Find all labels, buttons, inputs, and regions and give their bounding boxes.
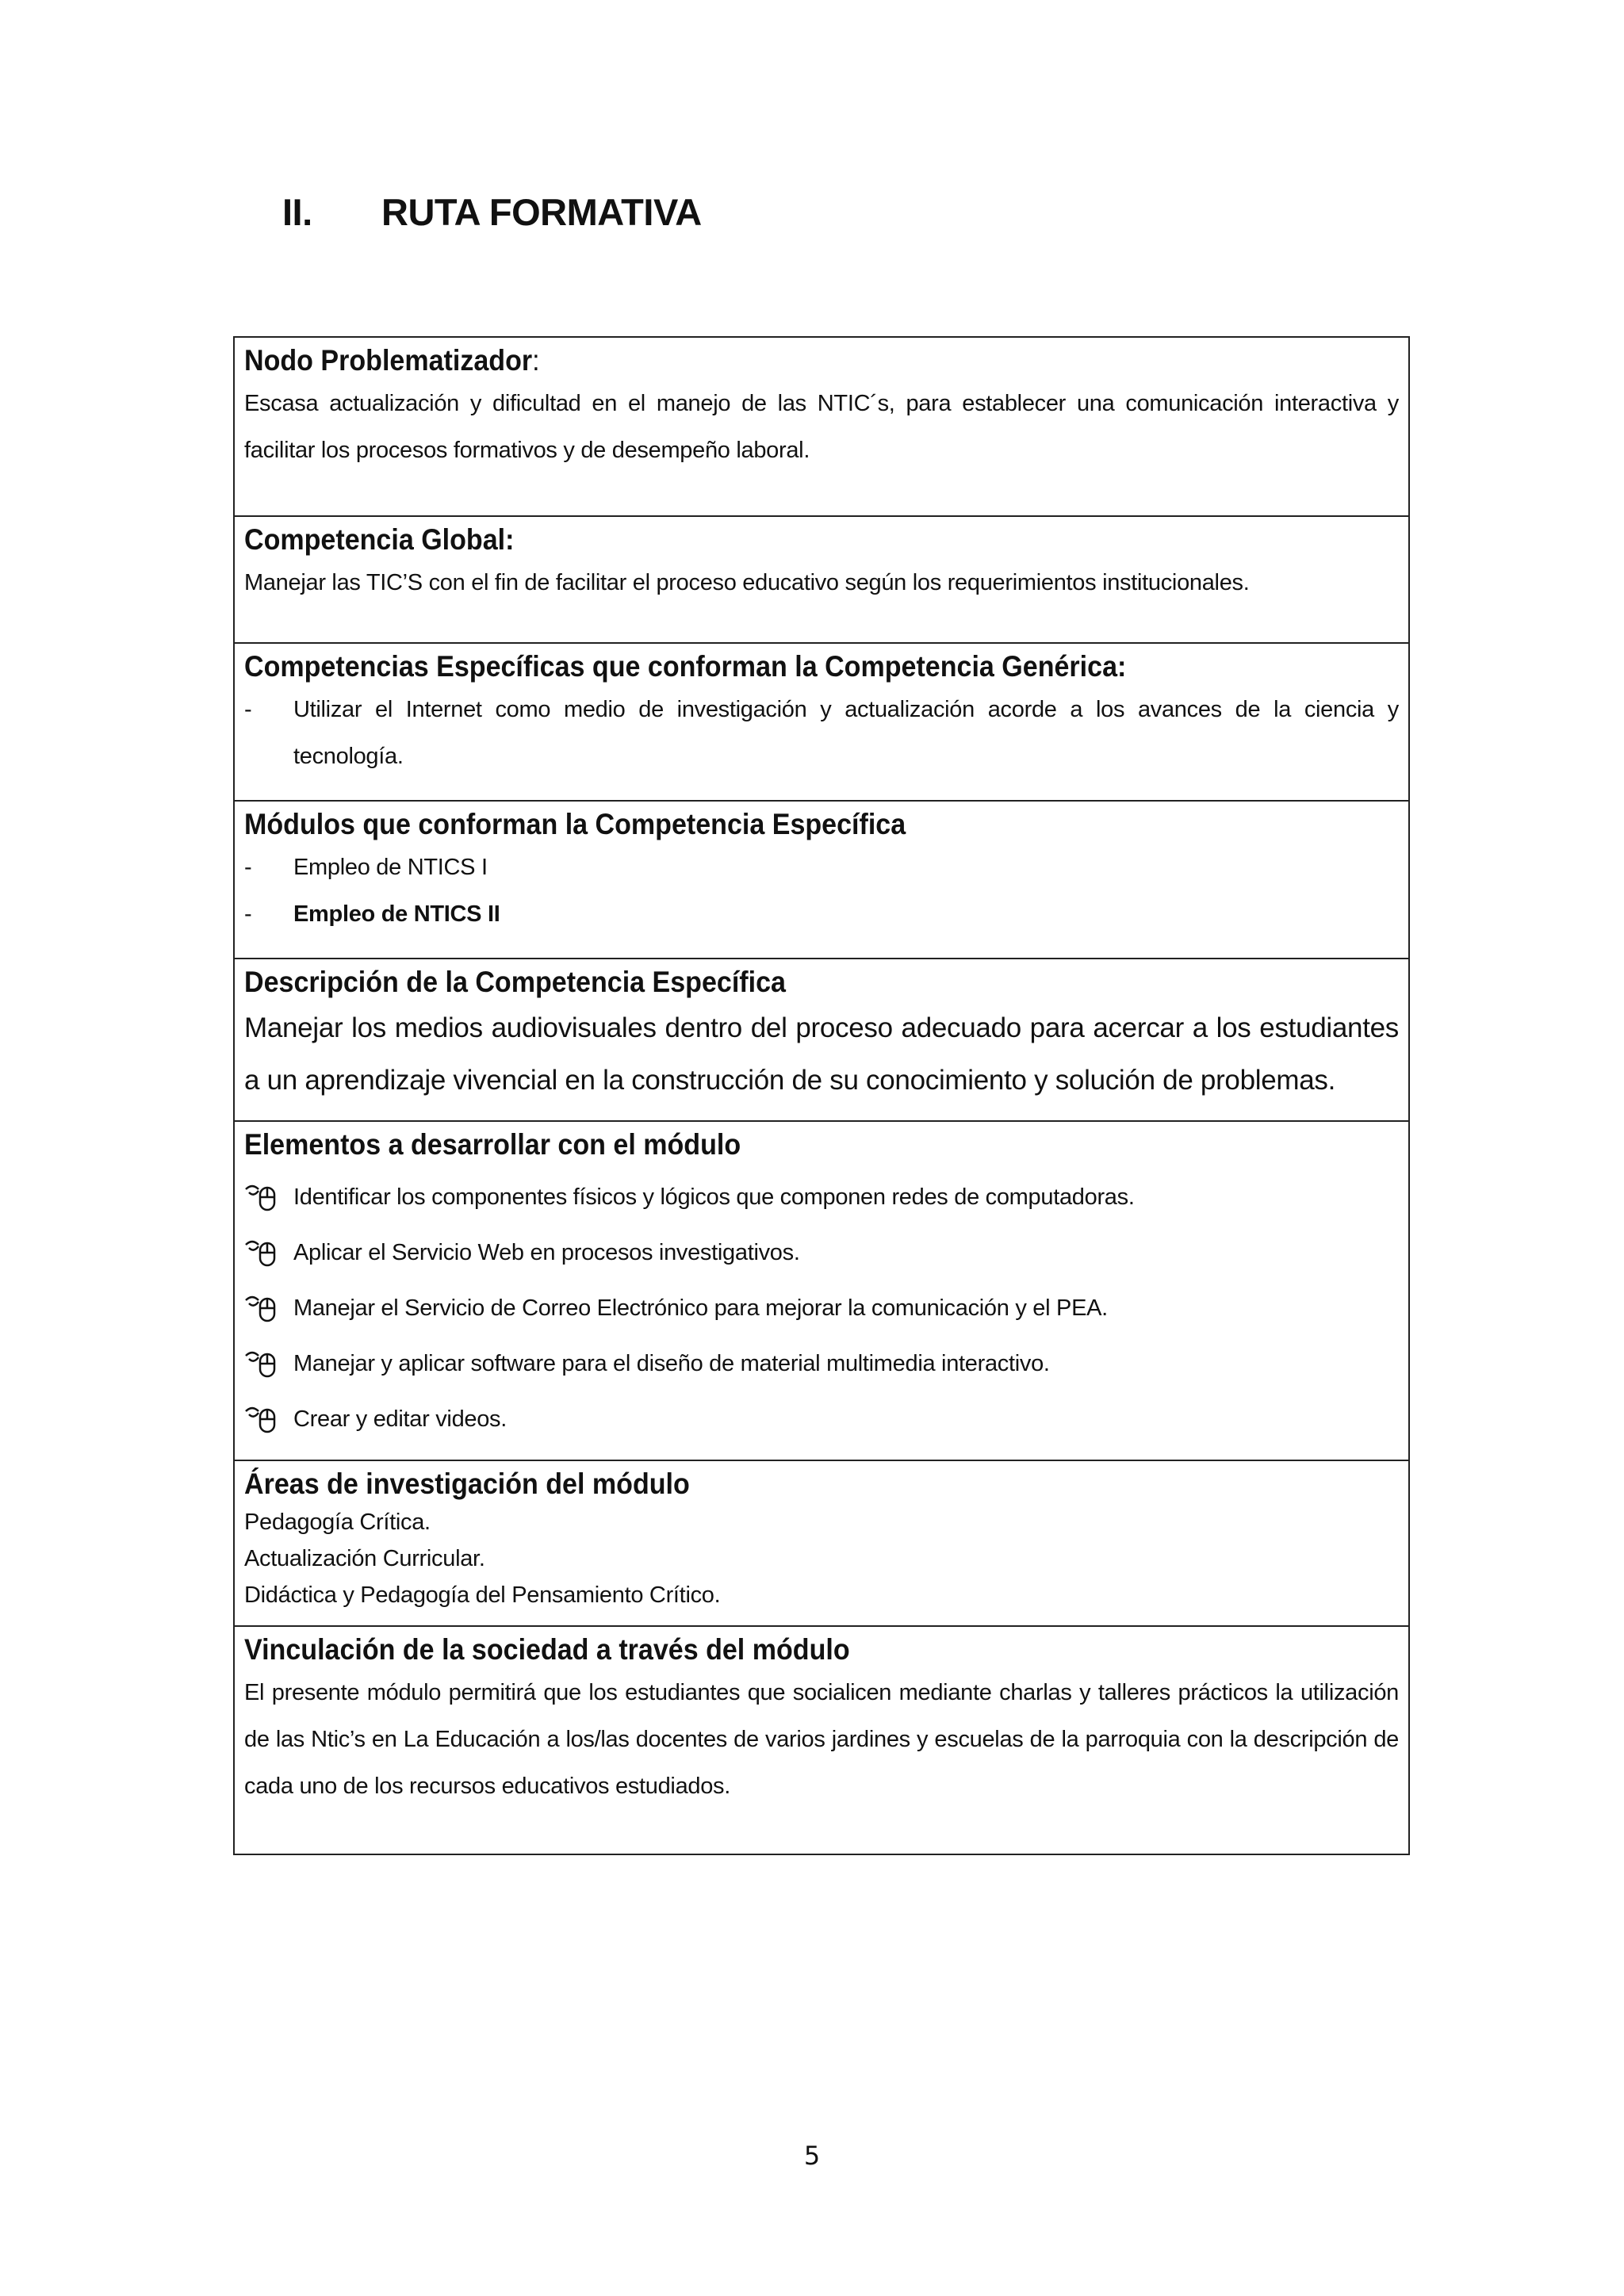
list-item-text: Identificar los componentes físicos y lógicos que componen redes de computadoras. [293, 1184, 1135, 1210]
list-item-text: Aplicar el Servicio Web en procesos investigativos. [293, 1240, 800, 1265]
section-vinculacion [235, 1627, 1408, 1854]
mouse-icon [244, 1237, 293, 1269]
section-elementos [235, 1122, 1408, 1461]
list-item [244, 1225, 1399, 1280]
mouse-icon [244, 1348, 293, 1380]
list-item-text: Crear y editar videos. [293, 1406, 508, 1432]
elementos-list [244, 1165, 1399, 1452]
list-item [244, 891, 1399, 938]
section-title: Competencias Específicas que conforman la Competencia Genérica: [244, 650, 1127, 683]
area-line: Didáctica y Pedagogía del Pensamiento Crítico. [244, 1582, 721, 1608]
list-item [244, 844, 1399, 891]
section-text: Escasa actualización y dificultad en el manejo de las NTIC´s, para establecer una comunicación interactiva y facilitar los procesos formativos y de desempeño laboral. [244, 391, 1399, 463]
area-line: Actualización Curricular. [244, 1546, 485, 1571]
list-item [244, 1391, 1399, 1447]
section-title: Áreas de investigación del módulo [244, 1468, 690, 1500]
heading-number: II. [282, 191, 312, 233]
mouse-icon [244, 1403, 293, 1435]
section-title: Elementos a desarrollar con el módulo [244, 1128, 741, 1161]
modulos-list [244, 844, 1399, 938]
section-areas [235, 1461, 1408, 1627]
section-text: Manejar las TIC’S con el fin de facilitar el proceso educativo según los requerimientos institucionales. [244, 570, 1250, 595]
section-text: El presente módulo permitirá que los estudiantes que socialicen mediante charlas y talleres prácticos la utilización de las Ntic’s en La Educación a los/las docentes de varios jardines y escuelas de la parroquia con la descripción de cada uno de los recursos educativos estudiados. [244, 1680, 1399, 1799]
section-competencias-especificas [235, 644, 1408, 802]
section-title: Vinculación de la sociedad a través del módulo [244, 1633, 850, 1666]
page-heading [282, 190, 702, 234]
section-nodo-problematizador [235, 338, 1408, 517]
list-marker: - [244, 855, 252, 880]
competencias-list [244, 687, 1399, 780]
list-item-text: Empleo de NTICS I [293, 855, 488, 880]
list-item-text: Empleo de NTICS II [293, 901, 500, 927]
list-marker: - [244, 901, 252, 927]
list-item [244, 1280, 1399, 1336]
area-line: Pedagogía Crítica. [244, 1510, 431, 1535]
heading-title: RUTA FORMATIVA [381, 191, 702, 233]
section-text: Manejar los medios audiovisuales dentro del proceso adecuado para acercar a los estudiantes a un aprendizaje vivencial en la construcción de su conocimiento y solución de problemas. [244, 1012, 1399, 1096]
list-item [244, 687, 1399, 780]
section-descripcion [235, 959, 1408, 1122]
page-number: 5 [803, 2141, 821, 2171]
mouse-icon [244, 1181, 293, 1213]
list-item-text: Manejar el Servicio de Correo Electrónico para mejorar la comunicación y el PEA. [293, 1295, 1108, 1321]
section-competencia-global [235, 517, 1408, 644]
section-modulos [235, 802, 1408, 959]
section-title: Nodo Problematizador: [244, 344, 540, 377]
section-title: Descripción de la Competencia Específica [244, 966, 786, 998]
list-item-text: Utilizar el Internet como medio de investigación y actualización acorde a los avances de la ciencia y tecnología. [293, 697, 1399, 769]
mouse-icon [244, 1292, 293, 1324]
section-title: Competencia Global: [244, 523, 515, 556]
list-item-text: Manejar y aplicar software para el diseño de material multimedia interactivo. [293, 1351, 1050, 1376]
section-title: Módulos que conforman la Competencia Específica [244, 808, 906, 840]
list-item [244, 1336, 1399, 1391]
ruta-formativa-table [233, 336, 1410, 1855]
list-item [244, 1169, 1399, 1225]
list-marker: - [244, 697, 252, 722]
